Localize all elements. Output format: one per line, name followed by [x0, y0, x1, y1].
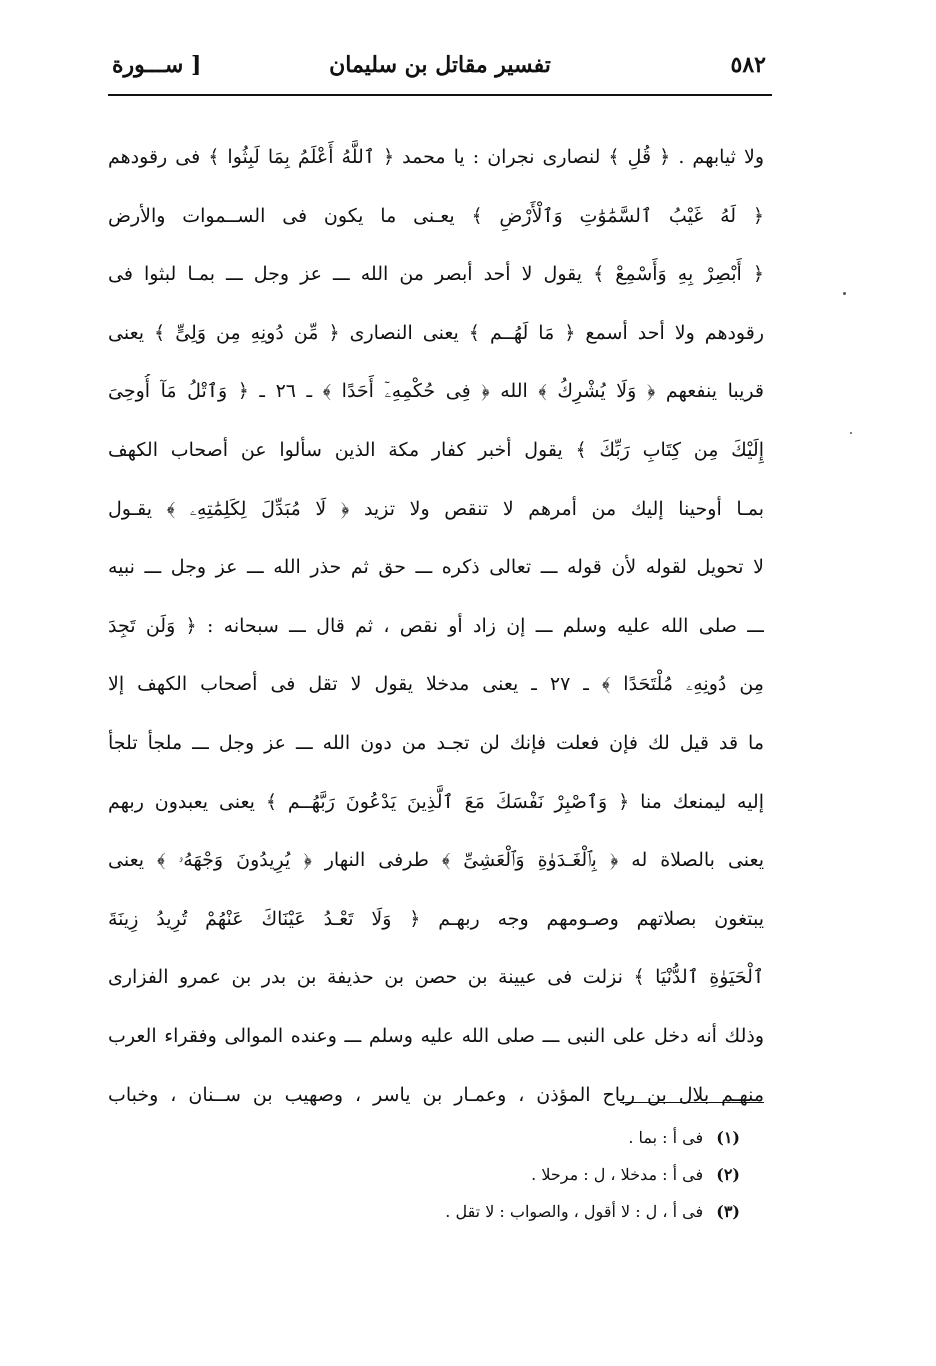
text-line: يبتغون بصلاتهم وصـومهم وجه ربهـم ﴿ وَلَا تَعْـدُ عَيْنَاكَ عَنْهُمْ تُرِيدُ زِينَةَ [108, 907, 764, 930]
text-line: لا تحويل لقوله لأن قوله ـــ تعالى ذكره ـــ حق ثم حذر الله ـــ عز وجل ـــ نبيه [108, 556, 764, 579]
text-line: ما قد قيل لك فإن فعلت فإنك لن تجـد من دون الله ـــ عز وجل ـــ ملجأ تلجأ [108, 731, 764, 754]
text-line: ٱلْحَيَوٰةِ ٱلدُّنْيَا ﴾ نزلت فى عيينة بن حصن بن حذيفة بن بدر بن عمرو الفزارى [108, 966, 764, 989]
footnote-text: فى أ : مدخلا ، ل : مرحلا . [531, 1165, 704, 1184]
surah-label: [ ســـورة [112, 52, 202, 78]
scan-speck [850, 432, 852, 434]
text-line: بمـا أوحينا إليك من أمرهم لا تنقص ولا تزيد ﴿ لَا مُبَدِّلَ لِكَلِمَٰتِهِۦ ﴾ يقـول [108, 497, 764, 520]
footnote [300, 1200, 740, 1237]
text-line: ـــ صلى الله عليه وسلم ـــ إن زاد أو نقص ، ثم قال ـــ سبحانه : ﴿ وَلَن تَجِدَ [108, 614, 764, 637]
text-line: إِلَيْكَ مِن كِتَابِ رَبِّكَ ﴾ يقول أخبر كفار مكة الذين سألوا عن أصحاب الكهف [108, 438, 764, 461]
text-line: ولا ثيابهم . ﴿ قُلِ ﴾ لنصارى نجران : يا محمد ﴿ ٱللَّهُ أَعْلَمُ بِمَا لَبِثُوا ﴾ فى رقودهم [108, 146, 764, 168]
text-line: رقودهم ولا أحد أسمع ﴿ مَا لَهُــم ﴾ يعنى النصارى ﴿ مِّن دُونِهِ مِن وَلِىٍّ ﴾ يعنى [108, 321, 764, 344]
footnote-number: (١) [716, 1128, 740, 1147]
footnote-rule [620, 1102, 764, 1103]
footnote-number: (٣) [716, 1202, 740, 1221]
text-line: إليه ليمنعك منا ﴿ وَٱصْبِرْ نَفْسَكَ مَعَ ٱلَّذِينَ يَدْعُونَ رَبَّهُــم ﴾ يعنى يعبدون ربهم [108, 790, 764, 813]
footnote [300, 1163, 740, 1200]
header-rule [108, 94, 772, 96]
text-line: وذلك أنه دخل على النبى ـــ صلى الله عليه وسلم ـــ وعنده الموالى وفقراء العرب [108, 1024, 764, 1047]
footnote [300, 1126, 740, 1163]
text-line: ﴿ لَهُ غَيْبُ ٱلسَّمَٰوَٰتِ وَٱلْأَرْضِ ﴾ يعـنى ما يكون فى الســموات والأرض [108, 204, 764, 227]
text-line: يعنى بالصلاة له ﴿ بِٱلْغَـدَوٰةِ وَٱلْعَشِىِّ ﴾ طرفى النهار ﴿ يُرِيدُونَ وَجْهَهُۥ ﴾ يعنى [108, 849, 764, 872]
text-line: منهـم بلال بن رباح المؤذن ، وعمـار بن ياسر ، وصهيب بن ســنان ، وخباب [108, 1083, 764, 1106]
scan-speck [843, 292, 846, 295]
text-line: مِن دُونِهِۦ مُلْتَحَدًا ﴾ ـ ٢٧ ـ يعنى مدخلا يقول لا تقل فى أصحاب الكهف إلا [108, 673, 764, 696]
footnotes [300, 1126, 740, 1237]
running-header [108, 46, 772, 92]
text-line: ﴿ أَبْصِرْ بِهِ وَأَسْمِعْ ﴾ يقول لا أحد أبصر من الله ـــ عز وجل ـــ بمـا لبثوا فى [108, 263, 764, 286]
footnote-text: فى أ : بما . [628, 1128, 704, 1147]
text-line: قريبا ينفعهم ﴿ وَلَا يُشْرِكُ ﴾ الله ﴿ فِى حُكْمِهِۦٓ أَحَدًا ﴾ ـ ٢٦ ـ ﴿ وَٱتْلُ مَآ أُوحِىَ [108, 380, 764, 403]
footnote-number: (٢) [716, 1165, 740, 1184]
page-number: ٥٨٢ [730, 52, 766, 78]
body-text [108, 140, 764, 1136]
footnote-text: فى أ ، ل : لا أقول ، والصواب : لا تقل . [445, 1202, 704, 1221]
book-title: تفسير مقاتل بن سليمان [329, 52, 551, 78]
